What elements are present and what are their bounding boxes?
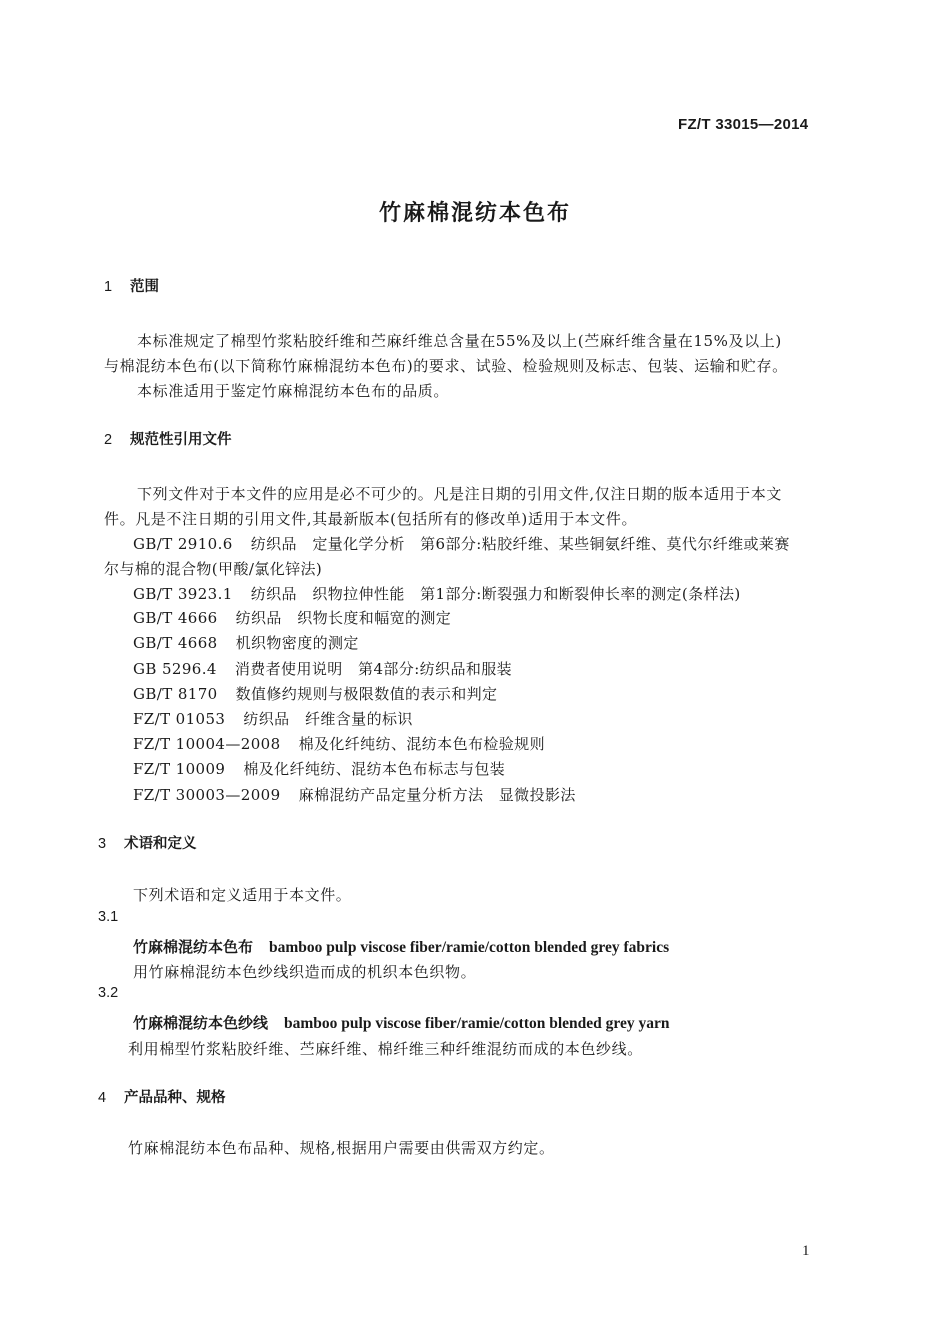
term-definition: 用竹麻棉混纺本色纱线织造而成的机织本色织物。 [133, 963, 477, 981]
reference-title: 棉及化纤纯纺、混纺本色布标志与包装 [243, 760, 506, 778]
term-definition: 利用棉型竹浆粘胶纤维、苎麻纤维、棉纤维三种纤维混纺而成的本色纱线。 [128, 1040, 643, 1058]
section-number: 3 [98, 836, 107, 852]
term-chinese: 竹麻棉混纺本色布 [133, 938, 254, 956]
reference-item [133, 733, 545, 754]
paragraph-line: 下列文件对于本文件的应用是必不可少的。凡是注日期的引用文件,仅注日期的版本适用于本文 [137, 485, 782, 503]
reference-title: 纺织品 织物长度和幅宽的测定 [235, 609, 452, 627]
section-title: 术语和定义 [124, 836, 197, 852]
reference-title: 麻棉混纺产品定量分析方法 显微投影法 [298, 786, 576, 804]
reference-title: 消费者使用说明 第4部分:纺织品和服装 [234, 660, 513, 678]
reference-code: GB/T 4666 [133, 609, 218, 627]
reference-code: FZ/T 10009 [133, 760, 226, 778]
reference-item [133, 708, 413, 729]
section-4-heading [98, 1086, 226, 1107]
reference-item [133, 632, 359, 653]
reference-item [133, 758, 505, 779]
section-number: 1 [104, 279, 113, 295]
reference-code: FZ/T 01053 [133, 710, 226, 728]
reference-code: FZ/T 30003—2009 [133, 786, 281, 804]
reference-item [133, 658, 512, 679]
section-title: 规范性引用文件 [130, 432, 232, 448]
term-heading [133, 936, 669, 957]
paragraph-line: 本标准适用于鉴定竹麻棉混纺本色布的品质。 [137, 382, 450, 400]
paragraph-line: 竹麻棉混纺本色布品种、规格,根据用户需要由供需双方约定。 [128, 1139, 555, 1157]
paragraph-line: 件。凡是不注日期的引用文件,其最新版本(包括所有的修改单)适用于本文件。 [104, 510, 638, 528]
reference-code: GB/T 3923.1 [133, 585, 233, 603]
reference-code: GB/T 8170 [133, 685, 218, 703]
section-number: 2 [104, 432, 113, 448]
paragraph-line: 与棉混纺本色布(以下简称竹麻棉混纺本色布)的要求、试验、检验规则及标志、包装、运输和贮存。 [104, 357, 788, 375]
reference-item [133, 583, 741, 604]
paragraph-line: 本标准规定了棉型竹浆粘胶纤维和苎麻纤维总含量在55%及以上(苎麻纤维含量在15%及以上) [137, 332, 782, 350]
reference-title: 棉及化纤纯纺、混纺本色布检验规则 [298, 735, 545, 753]
reference-title: 数值修约规则与极限数值的表示和判定 [235, 685, 498, 703]
document-title: 竹麻棉混纺本色布 [378, 201, 571, 226]
section-1-heading [104, 275, 159, 296]
section-2-heading [104, 428, 232, 449]
reference-title: 纺织品 织物拉伸性能 第1部分:断裂强力和断裂伸长率的测定(条样法) [250, 585, 741, 603]
term-heading [133, 1012, 670, 1033]
term-number: 3.1 [98, 909, 119, 925]
reference-title: 机织物密度的测定 [235, 634, 359, 652]
term-number: 3.2 [98, 985, 119, 1001]
reference-item [133, 784, 576, 805]
section-number: 4 [98, 1090, 107, 1106]
section-3-heading [98, 832, 197, 853]
paragraph-line: 下列术语和定义适用于本文件。 [133, 886, 352, 904]
standard-code: FZ/T 33015—2014 [678, 116, 809, 133]
reference-item [133, 533, 790, 554]
reference-code: GB/T 4668 [133, 634, 218, 652]
term-english: bamboo pulp viscose fiber/ramie/cotton blended grey yarn [284, 1015, 670, 1032]
page-number: 1 [802, 1243, 810, 1259]
section-title: 范围 [130, 279, 159, 295]
reference-item [133, 683, 497, 704]
reference-title: 纺织品 纤维含量的标识 [243, 710, 413, 728]
section-title: 产品品种、规格 [124, 1090, 226, 1106]
term-english: bamboo pulp viscose fiber/ramie/cotton blended grey fabrics [269, 939, 670, 956]
reference-code: GB/T 2910.6 [133, 535, 233, 553]
reference-item [133, 607, 451, 628]
reference-title: 纺织品 定量化学分析 第6部分:粘胶纤维、某些铜氨纤维、莫代尔纤维或莱赛 [250, 535, 790, 553]
reference-code: FZ/T 10004—2008 [133, 735, 281, 753]
reference-item-continuation: 尔与棉的混合物(甲酸/氯化锌法) [104, 560, 323, 578]
term-chinese: 竹麻棉混纺本色纱线 [133, 1014, 269, 1032]
reference-code: GB 5296.4 [133, 660, 217, 678]
